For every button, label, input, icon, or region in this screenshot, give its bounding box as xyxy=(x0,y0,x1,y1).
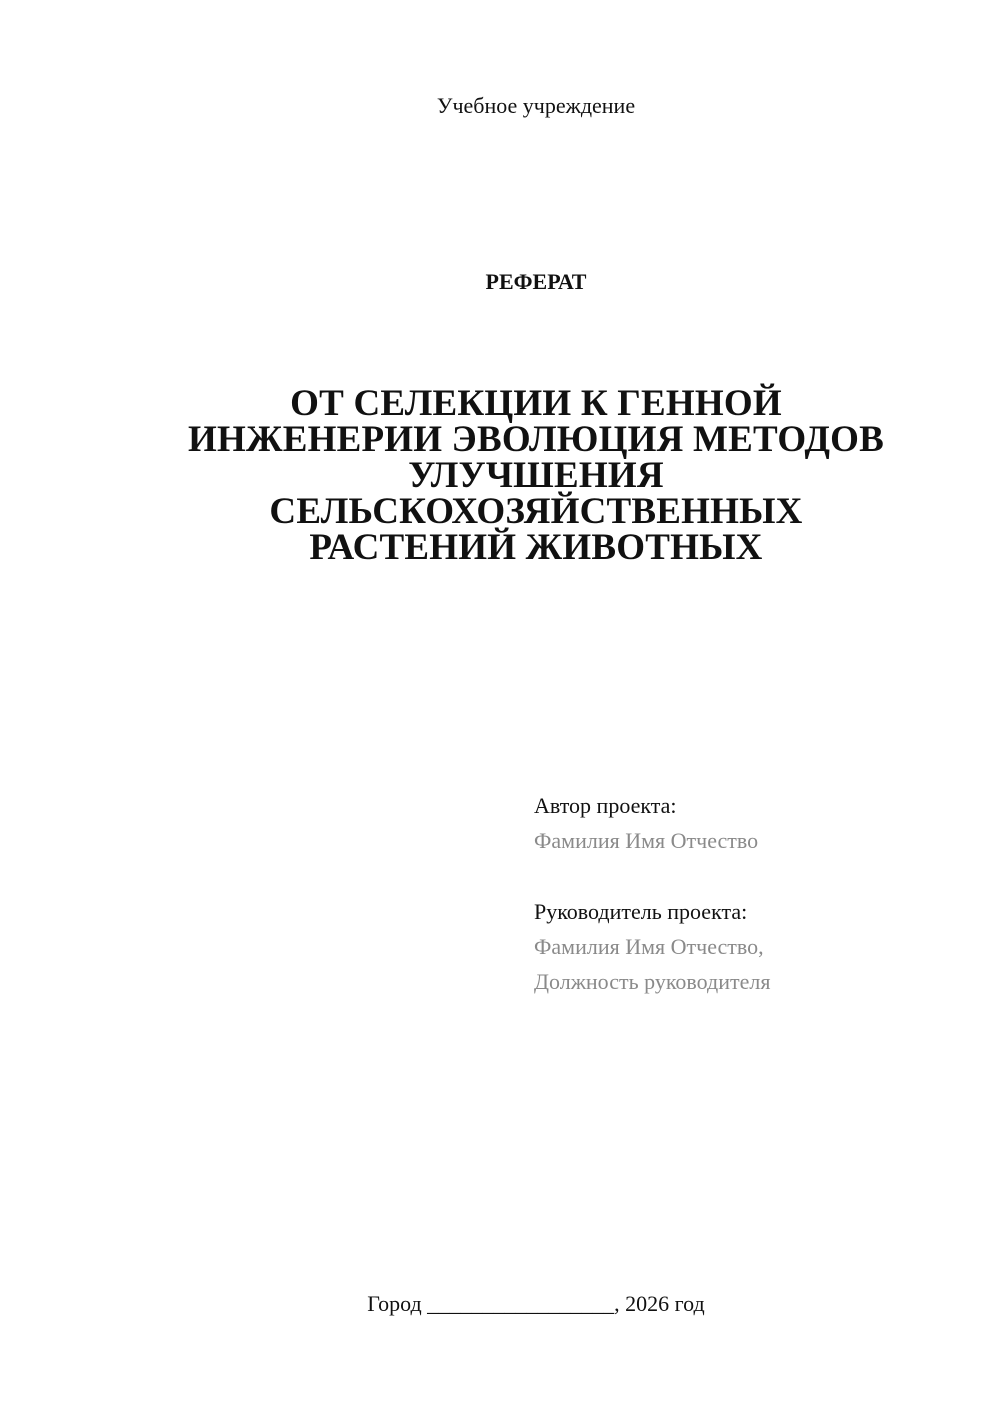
author-label: Автор проекта: xyxy=(534,793,677,818)
title-line: СЕЛЬСКОХОЗЯЙСТВЕННЫХ xyxy=(269,491,803,532)
author-name: Фамилия Имя Отчество xyxy=(534,828,759,853)
supervisor-name: Фамилия Имя Отчество, xyxy=(534,934,764,959)
credits-block xyxy=(534,788,974,1035)
supervisor-block xyxy=(534,894,974,999)
supervisor-position: Должность руководителя xyxy=(534,969,771,994)
document-type: РЕФЕРАТ xyxy=(485,269,587,294)
supervisor-label: Руководитель проекта: xyxy=(534,899,748,924)
title-line: РАСТЕНИЙ ЖИВОТНЫХ xyxy=(309,527,763,568)
title-line: ОТ СЕЛЕКЦИИ К ГЕННОЙ xyxy=(290,383,782,424)
institution-name: Учебное учреждение xyxy=(436,93,636,118)
document-title xyxy=(160,383,912,568)
author-block xyxy=(534,788,974,858)
city-year-line: Город _________________, 2026 год xyxy=(367,1291,705,1316)
title-line: УЛУЧШЕНИЯ xyxy=(408,455,664,496)
title-line: ИНЖЕНЕРИИ ЭВОЛЮЦИЯ МЕТОДОВ xyxy=(187,419,884,460)
